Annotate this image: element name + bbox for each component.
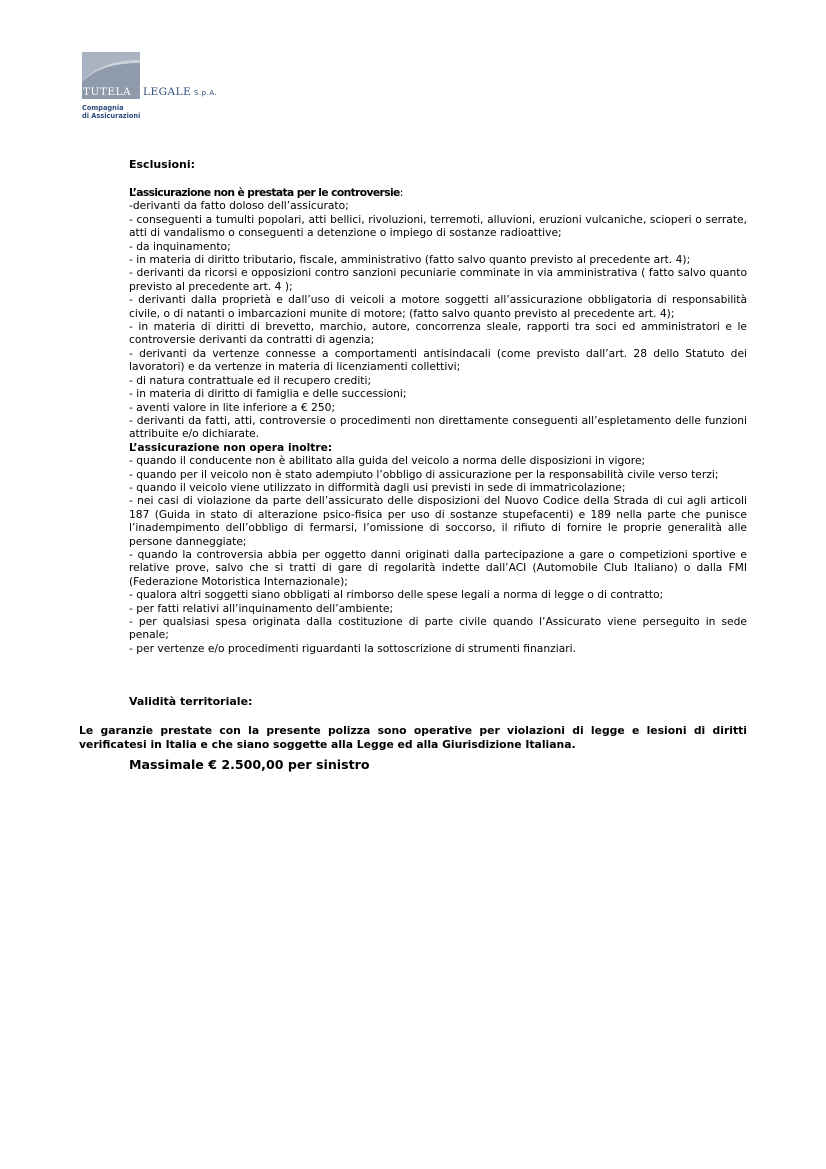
list-item: - per vertenze e/o procedimenti riguardanti la sottoscrizione di strumenti finanziari. [129, 641, 577, 655]
list-item: -derivanti da fatto doloso dell’assicurato; [129, 199, 349, 213]
logo-brand-left: TUTELA [83, 86, 132, 98]
logo-subtitle-line2: di Assicurazioni [82, 112, 141, 120]
list-item: - derivanti dalla proprietà e dall’uso di veicoli a motore soggetti all’assicurazione obbligatoria di responsabilità civile, o di natanti o imbarcazioni munite di motore; (fatto salvo quanto previsto al precedente art. 4); [129, 293, 747, 320]
list-item: - in materia di diritti di brevetto, marchio, autore, concorrenza sleale, rapporti tra soci ed amministratori e le controversie derivanti da contratti di agenzia; [129, 320, 747, 347]
list-item: - per qualsiasi spesa originata dalla costituzione di parte civile quando l’Assicurato viene perseguito in sede penale; [129, 615, 747, 642]
list-item: - nei casi di violazione da parte dell’assicurato delle disposizioni del Nuovo Codice della Strada di cui agli articoli 187 (Guida in stato di alterazione psico-fisica per uso di sostanze stupefacenti) e 189 nella parte che punisce l’inadempimento dell’obbligo di fermarsi, l’omissione di soccorso, il rifiuto di fornire le proprie generalità alle persone danneggiate; [129, 494, 747, 548]
list-item: - aventi valore in lite inferiore a € 250; [129, 400, 336, 414]
list-item: - conseguenti a tumulti popolari, atti bellici, rivoluzioni, terremoti, alluvioni, eruzioni vulcaniche, scioperi o serrate, atti di vandalismo o conseguenti a detenzione o impiego di sostanze radioattive; [129, 212, 747, 240]
coverage-limit: Massimale € 2.500,00 per sinistro [129, 757, 370, 772]
list-item: - quando la controversia abbia per oggetto danni originati dalla partecipazione a gare o competizioni sportive e relative prove, salvo che si tratti di gare di regolarità indette dall’ACI (Automobile Club Italiano) o dalla FMI (Federazione Motoristica Internazionale); [129, 547, 747, 588]
exclusions-body [129, 186, 747, 655]
logo-subtitle-line1: Compagnia [82, 104, 124, 112]
list-item: - derivanti da fatti, atti, controversie o procedimenti non direttamente conseguenti all’espletamento delle funzioni attribuite e/o dichiarate. [129, 413, 747, 441]
logo-brand-suffix: S.p.A. [193, 89, 218, 97]
list-item: - per fatti relativi all’inquinamento dell’ambiente; [129, 601, 394, 615]
list-item: - in materia di diritto tributario, fiscale, amministrativo (fatto salvo quanto previsto al precedente art. 4); [129, 253, 691, 267]
exclusions-lead: L’assicurazione non è prestata per le controversie [129, 186, 400, 199]
exclusions-lead-suffix: : [399, 186, 404, 199]
list-item: - derivanti da vertenze connesse a comportamenti antisindacali (come previsto dall’art. 28 dello Statuto dei lavoratori) e da vertenze in materia di licenziamenti collettivi; [129, 346, 747, 374]
exclusions-lead-line [129, 186, 747, 199]
list-item: - quando per il veicolo non è stato adempiuto l’obbligo di assicurazione per la responsabilità civile verso terzi; [129, 467, 719, 481]
territory-text: Le garanzie prestate con la presente polizza sono operative per violazioni di legge e lesioni di diritti verificatesi in Italia e che siano soggette alla Legge ed alla Giurisdizione Italiana. [79, 724, 747, 751]
list-item: - derivanti da ricorsi e opposizioni contro sanzioni pecuniarie comminate in via amministrativa ( fatto salvo quanto previsto al precedente art. 4 ); [129, 266, 747, 293]
exclusions-lead-2: L’assicurazione non opera inoltre: [129, 440, 333, 454]
list-item: - da inquinamento; [129, 239, 231, 253]
list-item: - di natura contrattuale ed il recupero crediti; [129, 373, 372, 387]
list-item: - quando il veicolo viene utilizzato in difformità dagli usi previsti in sede di immatricolazione; [129, 480, 626, 494]
logo-brand-right: LEGALE [143, 86, 192, 98]
territory-heading: Validità territoriale: [129, 695, 253, 708]
company-logo [82, 52, 222, 122]
list-item: - qualora altri soggetti siano obbligati al rimborso delle spese legali a norma di legge o di contratto; [129, 588, 664, 602]
exclusions-heading: Esclusioni: [129, 158, 196, 171]
logo-brand [82, 84, 218, 100]
logo-subtitle [82, 104, 140, 120]
list-item: - quando il conducente non è abilitato alla guida del veicolo a norma delle disposizioni in vigore; [129, 454, 646, 468]
list-item: - in materia di diritto di famiglia e delle successioni; [129, 387, 407, 401]
